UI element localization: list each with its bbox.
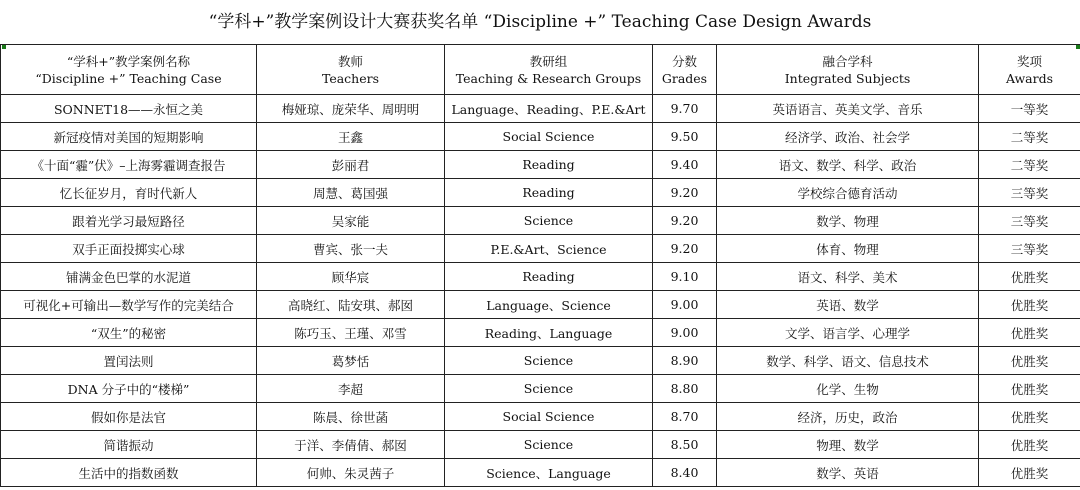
header-subjects-zh: 融合学科 [822, 53, 873, 69]
cell-award: 一等奖 [979, 95, 1080, 123]
cell-subjects: 数学、科学、语文、信息技术 [717, 347, 979, 375]
cell-teachers: 曹宾、张一夫 [257, 235, 445, 263]
cell-teachers: 顾华宸 [257, 263, 445, 291]
cell-award: 优胜奖 [979, 263, 1080, 291]
cell-subjects: 经济，历史，政治 [717, 403, 979, 431]
cell-teachers: 梅娅琼、庞荣华、周明明 [257, 95, 445, 123]
cell-grade: 9.70 [653, 95, 717, 123]
table-row [1, 291, 1080, 319]
cell-grade: 9.10 [653, 263, 717, 291]
cell-subjects: 语文、科学、美术 [717, 263, 979, 291]
cell-group: Reading、Language [445, 319, 653, 347]
table-row [1, 235, 1080, 263]
cell-teachers: 陈巧玉、王瑾、邓雪 [257, 319, 445, 347]
cell-case: 置闰法则 [1, 347, 257, 375]
table-row [1, 375, 1080, 403]
cell-case: 忆长征岁月，育时代新人 [1, 179, 257, 207]
cell-teachers: 王鑫 [257, 123, 445, 151]
cell-subjects: 语文、数学、科学、政治 [717, 151, 979, 179]
cell-group: P.E.&Art、Science [445, 235, 653, 263]
cell-subjects: 学校综合德育活动 [717, 179, 979, 207]
cell-grade: 8.50 [653, 431, 717, 459]
header-teachers-zh: 教师 [337, 53, 363, 69]
cell-subjects: 化学、生物 [717, 375, 979, 403]
table-row [1, 319, 1080, 347]
cell-grade: 9.20 [653, 179, 717, 207]
cell-group: Reading [445, 179, 653, 207]
cell-teachers: 彭丽君 [257, 151, 445, 179]
table-row [1, 347, 1080, 375]
cell-award: 三等奖 [979, 207, 1080, 235]
cell-case: “双生”的秘密 [1, 319, 257, 347]
cell-grade: 8.70 [653, 403, 717, 431]
header-award [979, 45, 1080, 95]
header-group [445, 45, 653, 95]
cell-group: Science [445, 347, 653, 375]
cell-group: Reading [445, 151, 653, 179]
cell-award: 二等奖 [979, 151, 1080, 179]
cell-grade: 9.00 [653, 291, 717, 319]
cell-grade: 9.50 [653, 123, 717, 151]
header-subjects [717, 45, 979, 95]
cell-teachers: 于洋、李倩倩、郝囡 [257, 431, 445, 459]
cell-grade: 9.20 [653, 207, 717, 235]
cell-award: 优胜奖 [979, 459, 1080, 487]
cell-group: Language、Science [445, 291, 653, 319]
cell-group: Social Science [445, 123, 653, 151]
table-body [1, 95, 1080, 487]
cell-award: 二等奖 [979, 123, 1080, 151]
header-award-en: Awards [1005, 70, 1053, 86]
table-row [1, 207, 1080, 235]
cell-grade: 9.00 [653, 319, 717, 347]
cell-subjects: 英语、数学 [717, 291, 979, 319]
cell-teachers: 吴家能 [257, 207, 445, 235]
cell-teachers: 高晓红、陆安琪、郝囡 [257, 291, 445, 319]
cell-case: DNA 分子中的“楼梯” [1, 375, 257, 403]
header-group-en: Teaching & Research Groups [455, 70, 642, 86]
cell-subjects: 文学、语言学、心理学 [717, 319, 979, 347]
cell-grade: 9.20 [653, 235, 717, 263]
cell-case: 双手正面投掷实心球 [1, 235, 257, 263]
cell-teachers: 陈晨、徐世菡 [257, 403, 445, 431]
cell-subjects: 数学、英语 [717, 459, 979, 487]
header-case-en: “Discipline +” Teaching Case [35, 70, 222, 86]
cell-subjects: 数学、物理 [717, 207, 979, 235]
cell-case: 简谐振动 [1, 431, 257, 459]
table-row [1, 151, 1080, 179]
cell-grade: 8.90 [653, 347, 717, 375]
page-title: “学科+”教学案例设计大赛获奖名单 “Discipline +” Teaching Case Design Awards [208, 12, 872, 32]
cell-case: 铺满金色巴掌的水泥道 [1, 263, 257, 291]
cell-case: 新冠疫情对美国的短期影响 [1, 123, 257, 151]
cell-case: SONNET18——永恒之美 [1, 95, 257, 123]
cell-teachers: 何帅、朱灵茜子 [257, 459, 445, 487]
header-teachers [257, 45, 445, 95]
cell-grade: 8.40 [653, 459, 717, 487]
cell-case: 生活中的指数函数 [1, 459, 257, 487]
cell-subjects: 体育、物理 [717, 235, 979, 263]
cell-case: 假如你是法官 [1, 403, 257, 431]
cell-group: Reading [445, 263, 653, 291]
cell-award: 优胜奖 [979, 319, 1080, 347]
cell-award: 三等奖 [979, 235, 1080, 263]
cell-group: Science [445, 375, 653, 403]
cell-group: Science [445, 207, 653, 235]
cell-group: Social Science [445, 403, 653, 431]
cell-award: 优胜奖 [979, 403, 1080, 431]
cell-subjects: 物理、数学 [717, 431, 979, 459]
cell-case: 跟着光学习最短路径 [1, 207, 257, 235]
cell-teachers: 葛梦恬 [257, 347, 445, 375]
cell-group: Science [445, 431, 653, 459]
header-grade-zh: 分数 [671, 53, 697, 69]
cell-case: 《十面“霾”伏》–上海雾霾调查报告 [1, 151, 257, 179]
cell-grade: 8.80 [653, 375, 717, 403]
cell-subjects: 经济学、政治、社会学 [717, 123, 979, 151]
header-grade-en: Grades [661, 70, 708, 86]
header-award-zh: 奖项 [1016, 53, 1042, 69]
cell-grade: 9.40 [653, 151, 717, 179]
cell-group: Science、Language [445, 459, 653, 487]
table-row [1, 95, 1080, 123]
cell-award: 优胜奖 [979, 291, 1080, 319]
cell-teachers: 李超 [257, 375, 445, 403]
table-row [1, 431, 1080, 459]
cell-group: Language、Reading、P.E.&Art [445, 95, 653, 123]
table-row [1, 459, 1080, 487]
cell-award: 优胜奖 [979, 431, 1080, 459]
header-teachers-en: Teachers [321, 70, 380, 86]
cell-award: 优胜奖 [979, 375, 1080, 403]
cell-award: 三等奖 [979, 179, 1080, 207]
header-case [1, 45, 257, 95]
table-row [1, 403, 1080, 431]
header-grade [653, 45, 717, 95]
header-case-zh: “学科+”教学案例名称 [66, 53, 191, 69]
header-subjects-en: Integrated Subjects [784, 70, 911, 86]
cell-subjects: 英语语言、英美文学、音乐 [717, 95, 979, 123]
table-row [1, 123, 1080, 151]
cell-award: 优胜奖 [979, 347, 1080, 375]
awards-table [0, 44, 1080, 487]
cell-case: 可视化+可输出—数学写作的完美结合 [1, 291, 257, 319]
table-row [1, 263, 1080, 291]
table-header-row [1, 45, 1080, 95]
table-row [1, 179, 1080, 207]
header-group-zh: 教研组 [529, 53, 568, 69]
cell-teachers: 周慧、葛国强 [257, 179, 445, 207]
